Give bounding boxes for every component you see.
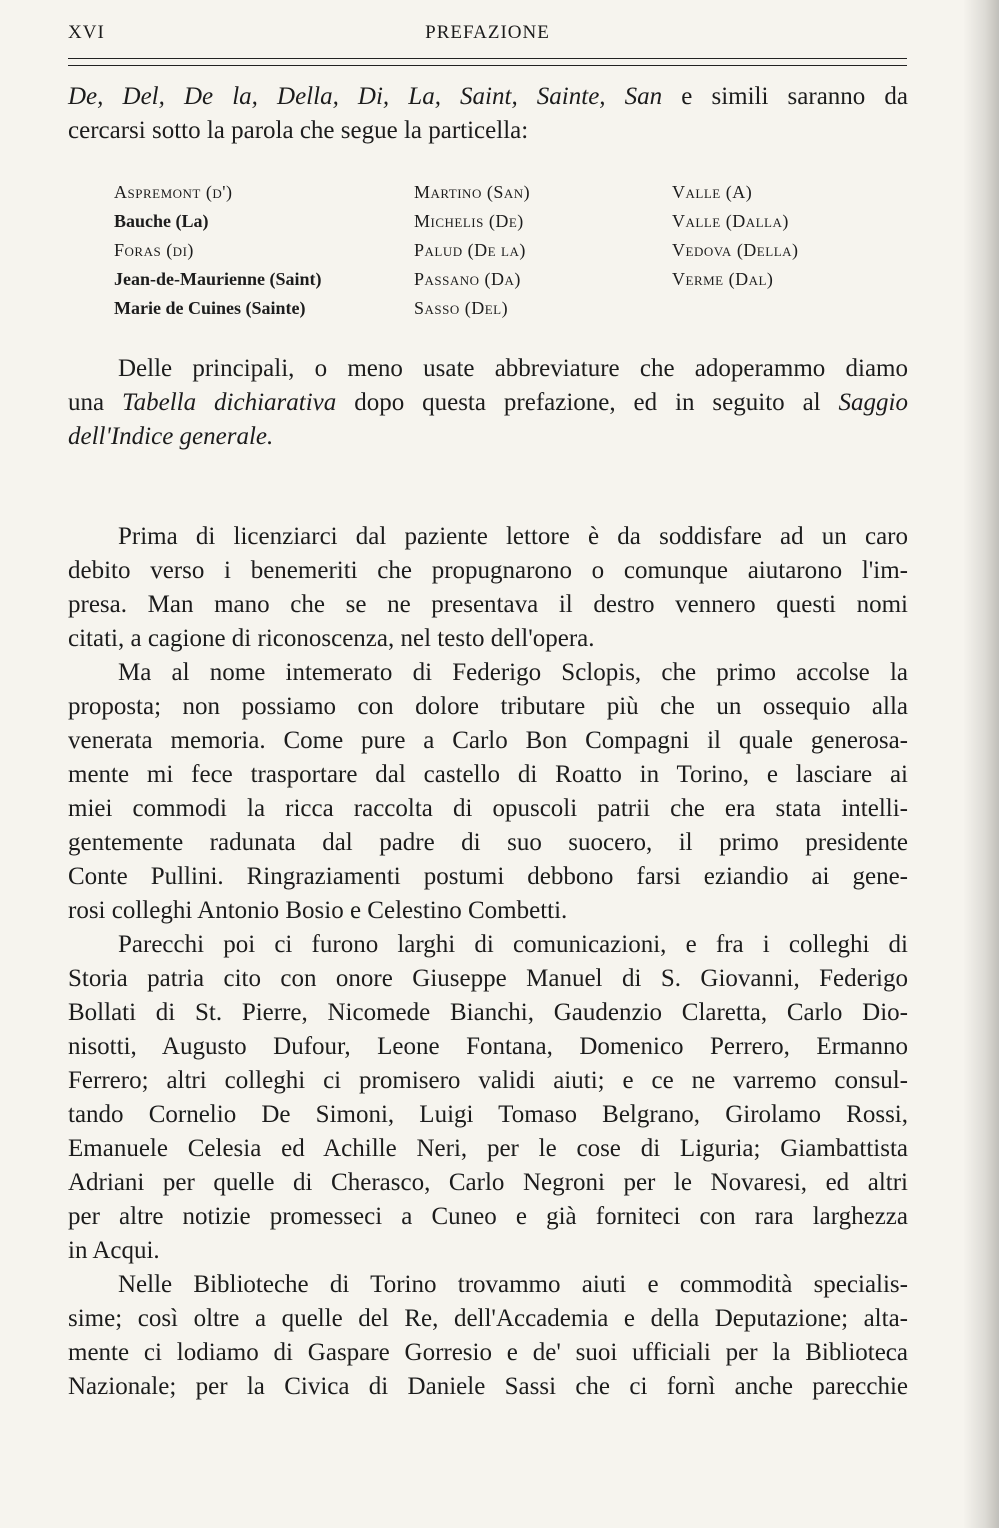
text-line: tando Cornelio De Simoni, Luigi Tomaso Belgrano, Girolamo Rossi,	[68, 1101, 908, 1128]
text-line: presa. Man mano che se ne presentava il destro vennero questi nomi	[68, 591, 908, 618]
text-line: Bollati di St. Pierre, Nicomede Bianchi, Gaudenzio Claretta, Carlo Dio-	[68, 999, 908, 1026]
acknowledgements-paragraph-2	[68, 656, 908, 928]
text-line: gentemente radunata dal padre di suo suocero, il primo presidente	[68, 829, 908, 856]
page-number: XVI	[68, 22, 105, 43]
text-line: mente mi fece trasportare dal castello di Roatto in Torino, e lasciare ai	[68, 761, 908, 788]
indice-title: dell'Indice generale.	[68, 423, 274, 450]
example-entry: Foras (di)	[114, 240, 194, 260]
text-line: in Acqui.	[68, 1237, 160, 1264]
intro-paragraph	[68, 80, 908, 148]
acknowledgements-paragraph-1	[68, 520, 908, 656]
example-entry: Martino (San)	[414, 182, 531, 202]
example-entry: Palud (De la)	[414, 240, 526, 260]
example-entry: Marie de Cuines (Sainte)	[114, 298, 306, 318]
text-line: Parecchi poi ci furono larghi di comunicazioni, e fra i colleghi di	[118, 931, 908, 958]
acknowledgements-paragraph-4	[68, 1268, 908, 1404]
example-entry: Valle (A)	[672, 182, 753, 202]
text-line: mente ci lodiamo di Gaspare Gorresio e de' suoi ufficiali per la Biblioteca	[68, 1339, 908, 1366]
page-header	[68, 22, 907, 52]
page-gutter-shadow	[963, 0, 999, 1528]
example-entry: Vedova (Della)	[672, 240, 799, 260]
running-title: PREFAZIONE	[425, 22, 550, 43]
examples-column-3	[672, 178, 799, 294]
text-line: venerata memoria. Come pure a Carlo Bon Compagni il quale generosa-	[68, 727, 908, 754]
abbrev-line1: Delle principali, o meno usate abbreviature che adoperammo diamo	[118, 355, 908, 382]
text-line: Ferrero; altri colleghi ci promisero validi aiuti; e ce ne varremo consul-	[68, 1067, 908, 1094]
text-line: nisotti, Augusto Dufour, Leone Fontana, Domenico Perrero, Ermanno	[68, 1033, 908, 1060]
text-line: sime; così oltre a quelle del Re, dell'Accademia e della Deputazione; alta-	[68, 1305, 908, 1332]
abbrev-text: dopo questa prefazione, ed in seguito al	[354, 389, 821, 416]
particle-list: De, Del, De la, Della, Di, La, Saint, Sainte, San	[68, 83, 663, 110]
example-entry: Verme (Dal)	[672, 269, 774, 289]
particle-examples	[114, 178, 874, 318]
intro-line2: cercarsi sotto la parola che segue la particella:	[68, 117, 529, 144]
text-line: Emanuele Celesia ed Achille Neri, per le cose di Liguria; Giambattista	[68, 1135, 908, 1162]
text-line: Prima di licenziarci dal paziente lettore è da soddisfare ad un caro	[118, 523, 908, 550]
text-line: Storia patria cito con onore Giuseppe Manuel di S. Giovanni, Federigo	[68, 965, 908, 992]
tabella-title: Tabella dichiarativa	[122, 389, 337, 416]
example-entry: Sasso (Del)	[414, 298, 509, 318]
text-line: Conte Pullini. Ringraziamenti postumi debbono farsi eziandio ai gene-	[68, 863, 908, 890]
text-line: Nelle Biblioteche di Torino trovammo aiuti e commodità specialis-	[118, 1271, 908, 1298]
text-line: proposta; non possiamo con dolore tributare più che un ossequio alla	[68, 693, 908, 720]
text-line: citati, a cagione di riconoscenza, nel testo dell'opera.	[68, 625, 595, 652]
example-entry: Valle (Dalla)	[672, 211, 789, 231]
example-entry: Jean-de-Maurienne (Saint)	[114, 269, 322, 289]
text-line: miei commodi la ricca raccolta di opuscoli patrii che era stata intelli-	[68, 795, 908, 822]
text-line: rosi colleghi Antonio Bosio e Celestino Combetti.	[68, 897, 568, 924]
example-entry: Michelis (De)	[414, 211, 524, 231]
examples-column-1	[114, 178, 321, 323]
text-line: Adriani per quelle di Cherasco, Carlo Negroni per le Novaresi, ed altri	[68, 1169, 908, 1196]
text-line: Ma al nome intemerato di Federigo Sclopis, che primo accolse la	[118, 659, 908, 686]
example-entry: Aspremont (d')	[114, 182, 233, 202]
saggio-title: Saggio	[838, 389, 908, 416]
examples-column-2	[414, 178, 530, 323]
header-double-rule	[68, 58, 907, 66]
intro-line1-rest: e simili saranno da	[681, 83, 908, 110]
text-line: debito verso i benemeriti che propugnarono o comunque aiutarono l'im-	[68, 557, 908, 584]
abbreviations-paragraph	[68, 352, 908, 454]
acknowledgements-paragraph-3	[68, 928, 908, 1268]
text-line: Nazionale; per la Civica di Daniele Sassi che ci fornì anche parecchie	[68, 1373, 908, 1400]
text-line: per altre notizie promesseci a Cuneo e già forniteci con rara larghezza	[68, 1203, 908, 1230]
example-entry: Passano (Da)	[414, 269, 521, 289]
abbrev-text: una	[68, 389, 105, 416]
example-entry: Bauche (La)	[114, 211, 209, 231]
